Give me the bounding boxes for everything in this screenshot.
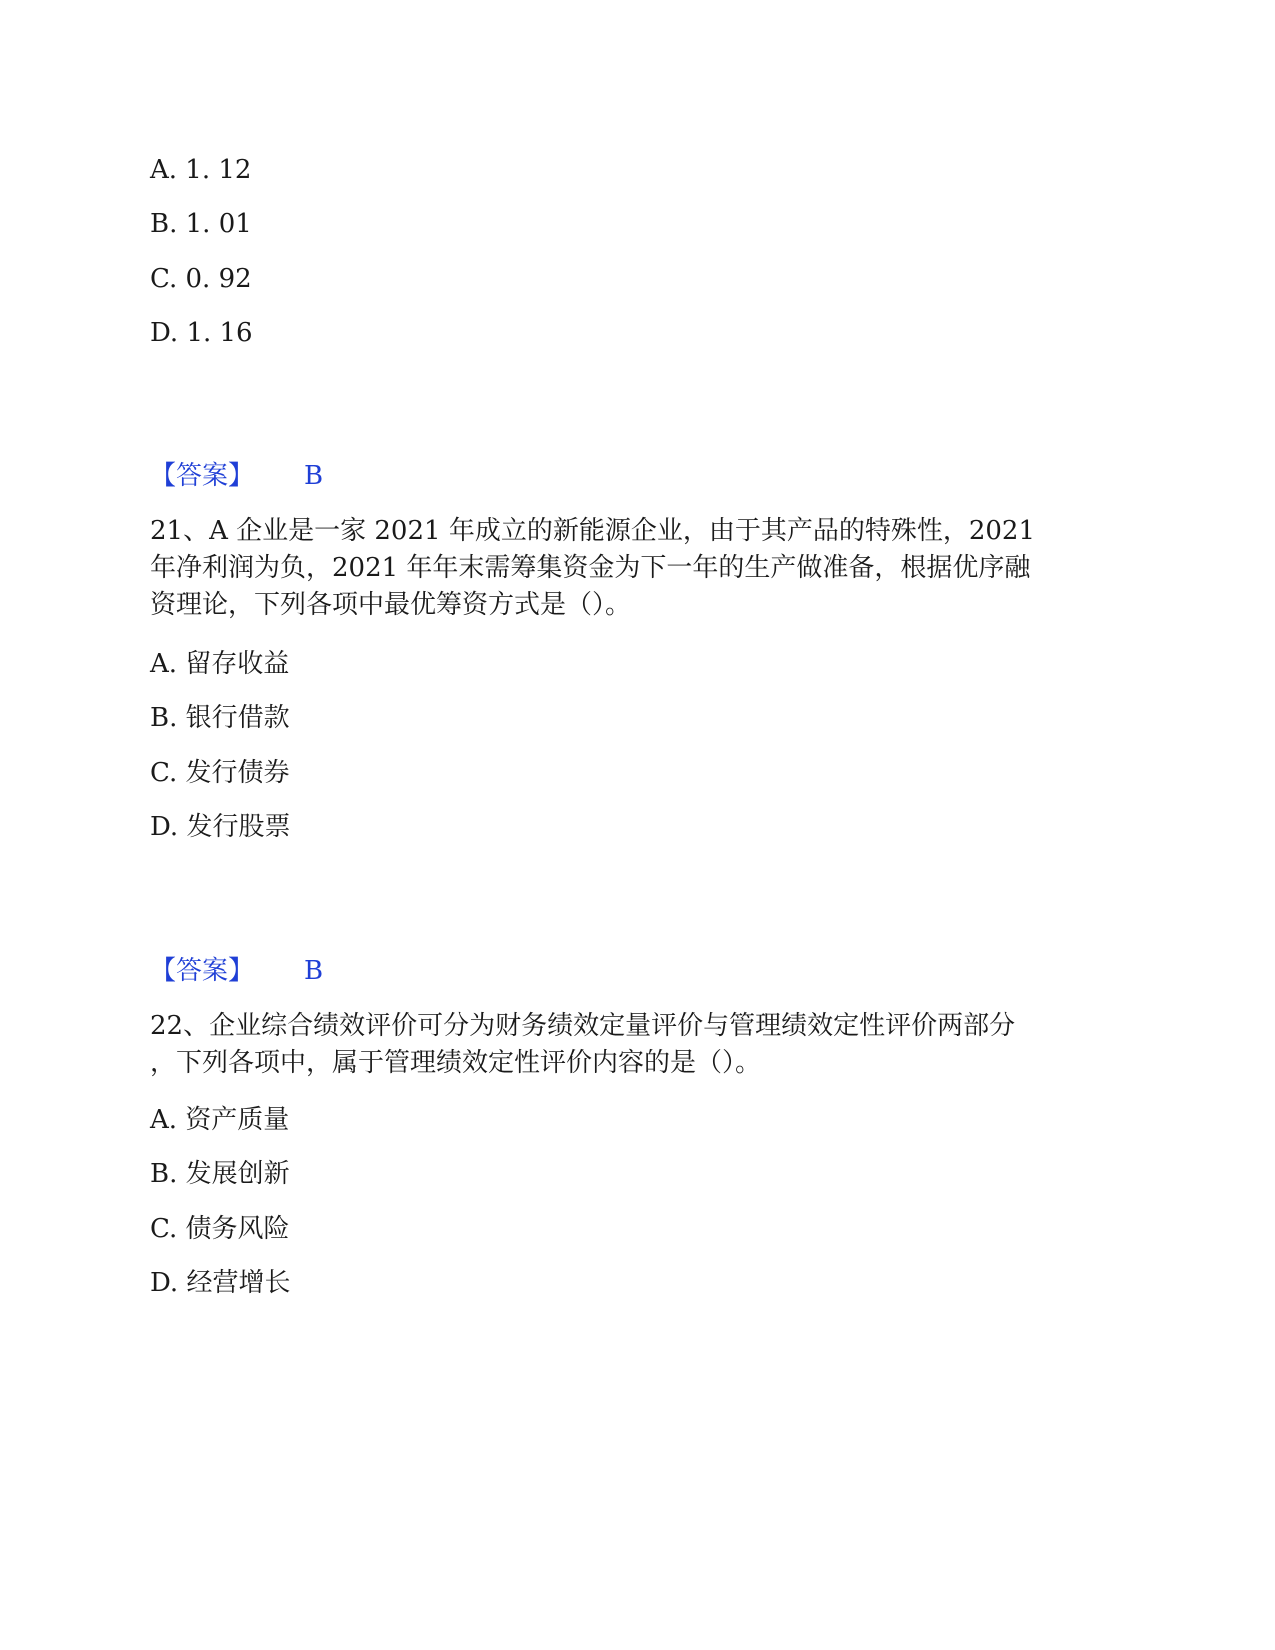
answer-value: B: [304, 461, 324, 491]
option-d: D. 1. 16: [150, 318, 253, 348]
option-b: B. 1. 01: [150, 209, 252, 239]
answer-line: [150, 458, 323, 494]
question-21-option-c: C. 发行债券: [150, 758, 290, 788]
answer-label: 【答案】: [150, 956, 255, 986]
question-21-answer-line: [150, 953, 323, 989]
question-21-option-d: D. 发行股票: [150, 812, 291, 842]
question-22-stem-line-1: 22、企业综合绩效评价可分为财务绩效定量评价与管理绩效定性评价两部分: [150, 1011, 1016, 1041]
question-22-option-c: C. 债务风险: [150, 1214, 290, 1244]
question-22-option-d: D. 经营增长: [150, 1268, 291, 1298]
question-21-stem-line-3: 资理论，下列各项中最优筹资方式是（）。: [150, 590, 632, 620]
answer-value: B: [304, 956, 324, 986]
question-21-stem-line-2: 年净利润为负，2021 年年末需筹集资金为下一年的生产做准备，根据优序融: [150, 553, 1031, 583]
question-22-stem-line-2: ，下列各项中，属于管理绩效定性评价内容的是（）。: [150, 1048, 762, 1078]
question-21-option-a: A. 留存收益: [150, 649, 290, 679]
question-22-option-b: B. 发展创新: [150, 1159, 290, 1189]
option-c: C. 0. 92: [150, 264, 252, 294]
question-21-stem-line-1: 21、A 企业是一家 2021 年成立的新能源企业，由于其产品的特殊性，2021: [150, 516, 1035, 546]
question-21-option-b: B. 银行借款: [150, 703, 290, 733]
question-22-option-a: A. 资产质量: [150, 1105, 290, 1135]
option-a: A. 1. 12: [150, 155, 252, 185]
answer-label: 【答案】: [150, 461, 255, 491]
